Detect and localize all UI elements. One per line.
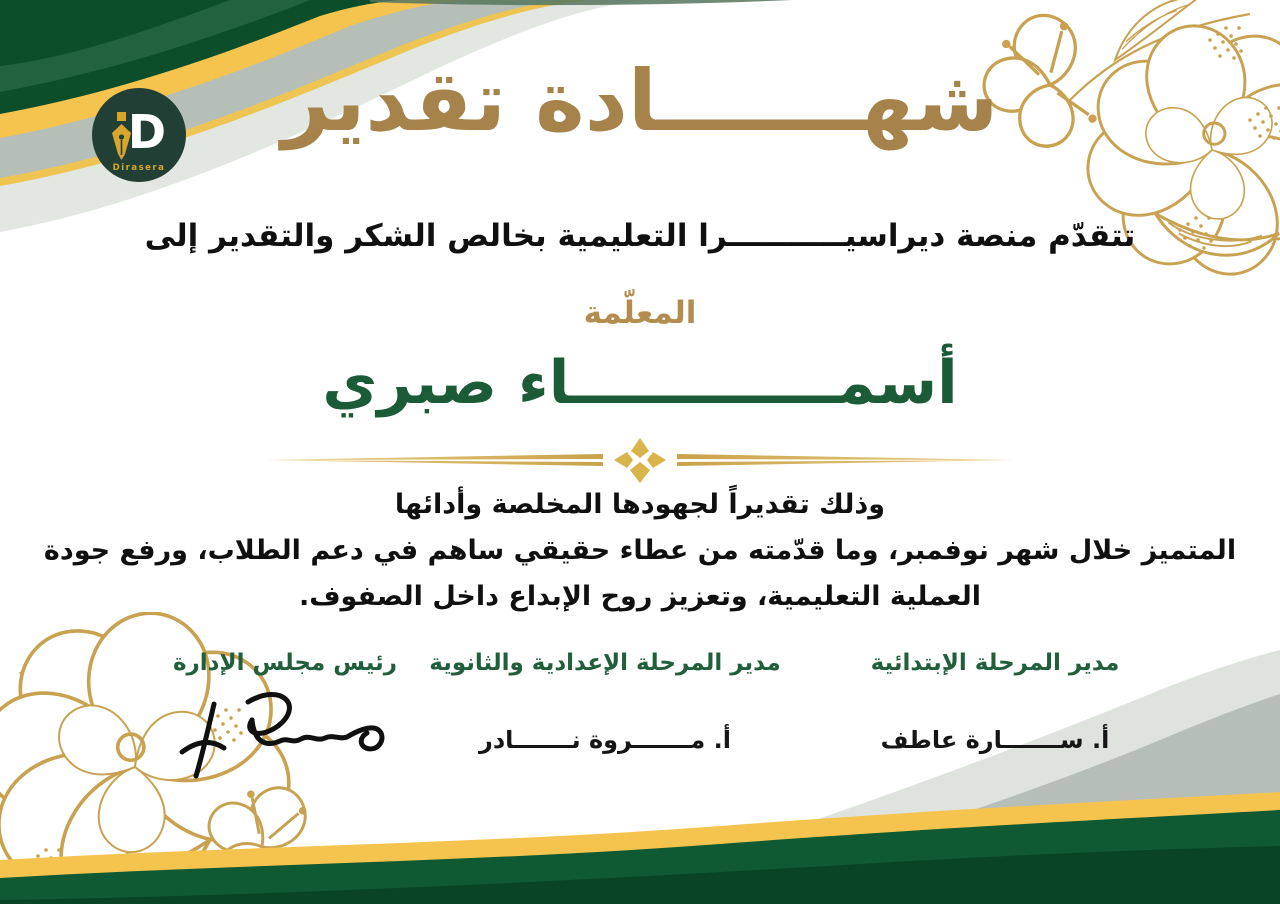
signature-name: أ. مـــــــروة نـــــــادر [479,726,731,754]
recipient-label: المعلّمة [583,295,697,331]
body-line-3: العملية التعليمية، وتعزيز روح الإبداع داخل الصفوف. [298,581,982,612]
signature-block-primary-stage [820,650,1170,754]
body-line-1: وذلك تقديراً لجهودها المخلصة وأدائها [394,489,886,520]
logo-brand-text: Dirasera [112,163,166,173]
floral-top-right-decoration [950,0,1280,300]
signature-role: مدير المرحلة الإعدادية والثانوية [429,650,781,676]
signature-block-prep-secondary [425,650,785,754]
gold-divider-ornament [265,436,1015,484]
signature-block-chairman [110,650,460,792]
signature-role: رئيس مجلس الإدارة [172,650,398,676]
signature-role: مدير المرحلة الإبتدائية [870,650,1120,676]
signature-name: أ. ســـــــارة عاطف [880,726,1110,754]
recipient-name: أسمـــــــــــــاء صبري [322,348,958,418]
certificate-title: شهـــــــادة تقدير [281,52,999,150]
divider-clover-icon [614,438,666,483]
body-line-2: المتميز خلال شهر نوفمبر، وما قدّمته من عطاء حقيقي ساهم في دعم الطلاب، ورفع جودة [43,535,1237,566]
logo-letter: D [127,105,167,159]
certificate-body [0,482,1280,620]
handwritten-signature [170,682,400,792]
certificate-intro: تتقدّم منصة ديراسيـــــــــــرا التعليمية بخالص الشكر والتقدير إلى [144,218,1136,254]
